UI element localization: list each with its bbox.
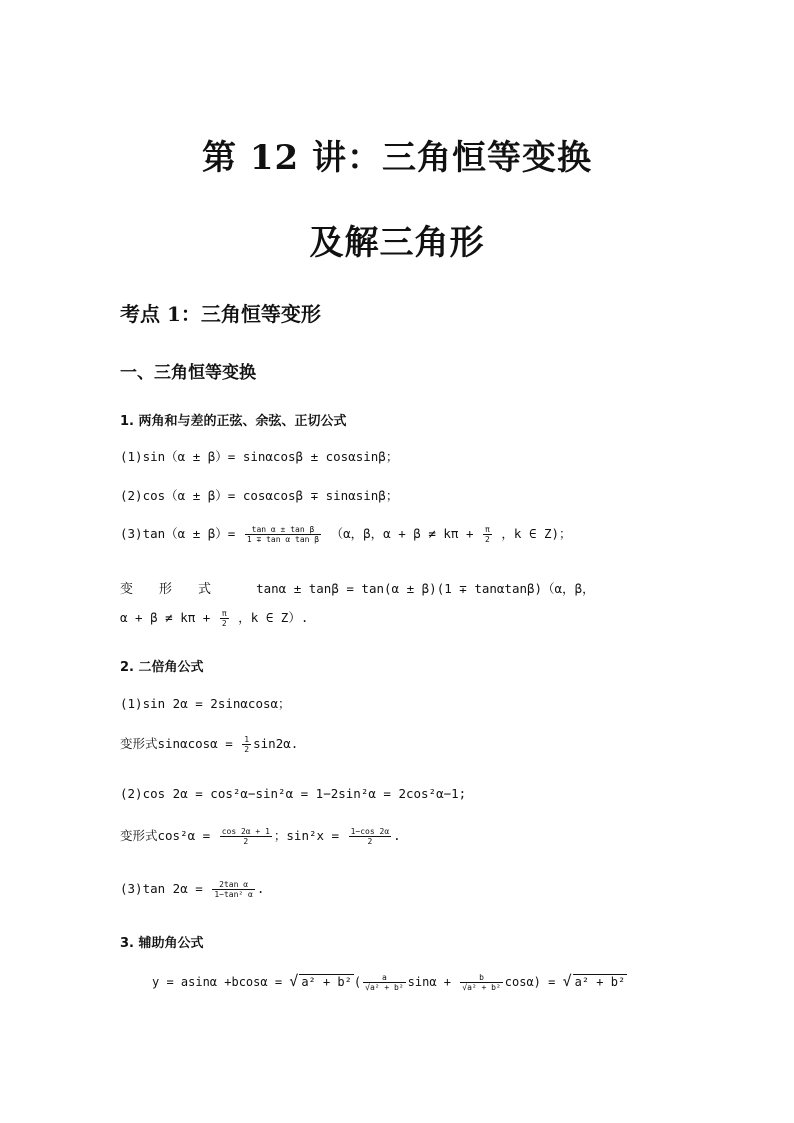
formula-tan-sum	[120, 524, 572, 544]
sqrt-body-2: a² + b²	[574, 975, 626, 989]
fraction-denominator: 1 ∓ tan α tan β	[246, 535, 320, 544]
aux-open-paren: (	[353, 975, 362, 989]
fraction-b	[460, 973, 503, 992]
fraction-numerator: 2tan α	[212, 880, 255, 890]
formula-cos-double: (2)cos 2α = cos²α−sin²α = 1−2sin²α = 2cos²α−1;	[120, 786, 467, 801]
fraction-denominator: 2	[221, 619, 227, 628]
fraction-pi-half	[483, 525, 492, 544]
formula-auxiliary-angle	[152, 972, 627, 992]
fraction-numerator: 1−cos 2α	[350, 826, 390, 836]
fraction-numerator: cos 2α + 1	[221, 826, 270, 836]
aux-sin: sinα +	[407, 975, 452, 989]
formula-cos-double-variant	[120, 826, 401, 846]
tan-double-prefix: (3)tan 2α =	[120, 881, 203, 897]
formula-sin-sum: (1)sin（α ± β）= sinαcosβ ± cosαsinβ；	[120, 449, 399, 464]
fraction-denominator: √a² + b²	[462, 983, 501, 992]
section-heading: 一、三角恒等变换	[120, 363, 256, 383]
fraction-a	[363, 973, 406, 992]
fraction-numerator: a	[363, 973, 406, 983]
aux-prefix: y = asinα +bcosα =	[152, 975, 283, 989]
page-subtitle: 及解三角形	[309, 223, 485, 263]
fraction-tan	[245, 525, 321, 544]
sub-heading-1: 1. 两角和与差的正弦、余弦、正切公式	[120, 414, 347, 429]
variant-prefix: 变形式sinαcosα =	[120, 736, 233, 751]
fraction-cos-half	[220, 827, 272, 846]
sqrt-symbol-2: √	[562, 972, 572, 990]
formula-sin-double-variant	[120, 734, 298, 754]
variant-body: tanα ± tanβ = tan(α ± β)(1 ∓ tanαtanβ)（α，β，	[256, 581, 595, 596]
fraction-numerator: b	[460, 973, 503, 983]
fraction-pi-half-2	[220, 609, 229, 628]
sub-heading-3: 3. 辅助角公式	[120, 936, 204, 951]
variant-mid: ；sin²x =	[273, 828, 340, 843]
formula-cos-sum: (2)cos（α ± β）= cosαcosβ ∓ sinαsinβ；	[120, 488, 399, 503]
fraction-half	[242, 735, 251, 754]
fraction-numerator: tan α ± tan β	[245, 525, 321, 535]
page-title: 第 12 讲：三角恒等变换	[202, 138, 592, 178]
aux-cos: cosα) =	[504, 975, 556, 989]
tan-double-end: .	[256, 881, 265, 897]
fraction-denominator: 2	[244, 745, 250, 754]
formula-tan-condition: （α，β，α + β ≠ kπ +	[330, 526, 474, 541]
sqrt-symbol: √	[289, 972, 299, 990]
variant-suffix: sin2α.	[253, 736, 299, 751]
fraction-sin-half	[349, 827, 392, 846]
fraction-denominator: 1−tan² α	[214, 890, 253, 900]
variant-condition: α + β ≠ kπ +	[120, 610, 211, 625]
variant-end: ，k ∈ Z）.	[238, 610, 309, 625]
formula-tan-end: ，k ∈ Z)；	[501, 526, 572, 541]
sub-heading-2: 2. 二倍角公式	[120, 660, 204, 675]
fraction-numerator: 1	[244, 734, 250, 744]
fraction-tan-double	[212, 880, 255, 899]
fraction-denominator: 2	[243, 837, 249, 846]
fraction-numerator: π	[221, 608, 227, 618]
fraction-denominator: 2	[485, 535, 490, 544]
variant-prefix: 变形式cos²α =	[120, 828, 211, 843]
fraction-numerator: π	[485, 524, 490, 534]
formula-tan-double	[120, 880, 264, 899]
kaodian-heading: 考点 1：三角恒等变形	[120, 302, 321, 326]
formula-tan-variant-cont	[120, 608, 308, 628]
formula-tan-variant	[120, 578, 595, 597]
variant-end: .	[393, 828, 401, 843]
variant-label: 变 形 式	[120, 582, 212, 597]
fraction-denominator: 2	[367, 837, 373, 846]
formula-sin-double: (1)sin 2α = 2sinαcosα；	[120, 696, 291, 711]
fraction-denominator: √a² + b²	[365, 983, 404, 992]
sqrt-body: a² + b²	[301, 975, 352, 989]
formula-tan-prefix: (3)tan（α ± β）=	[120, 526, 236, 541]
